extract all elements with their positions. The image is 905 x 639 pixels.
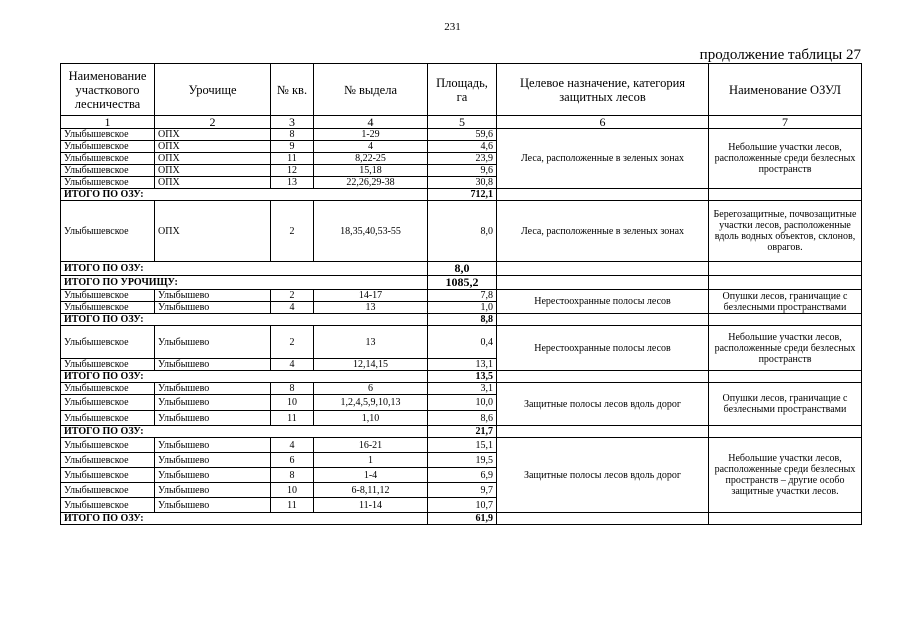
header-allotment: № выдела [314, 64, 428, 116]
allotment-cell: 11-14 [314, 498, 428, 513]
ozul-cell: Небольшие участки лесов, расположенные среди безлесных пространств – другие особо защитные участки лесов. [709, 438, 862, 513]
category-cell: Защитные полосы лесов вдоль дорог [497, 438, 709, 513]
quarter-cell: 13 [271, 177, 314, 189]
tract-cell: Улыбышево [155, 302, 271, 314]
empty-cell [497, 189, 709, 201]
quarter-cell: 8 [271, 383, 314, 395]
empty-cell [709, 426, 862, 438]
total-value: 8,8 [428, 314, 497, 326]
tract-cell: ОПХ [155, 153, 271, 165]
column-number: 7 [709, 116, 862, 129]
total-label: ИТОГО ПО ОЗУ: [61, 189, 428, 201]
area-cell: 15,1 [428, 438, 497, 453]
area-cell: 19,5 [428, 453, 497, 468]
ozul-cell: Опушки лесов, граничащие с безлесными пространствами [709, 290, 862, 314]
empty-cell [709, 371, 862, 383]
allotment-cell: 22,26,29-38 [314, 177, 428, 189]
tract-cell: ОПХ [155, 129, 271, 141]
allotment-cell: 1-4 [314, 468, 428, 483]
header-tract: Урочище [155, 64, 271, 116]
forestry-cell: Улыбышевское [61, 359, 155, 371]
tract-total-value: 1085,2 [428, 276, 497, 290]
table-row [61, 438, 862, 453]
forestry-cell: Улыбышевское [61, 177, 155, 189]
area-cell: 3,1 [428, 383, 497, 395]
area-cell: 8,6 [428, 411, 497, 426]
empty-cell [709, 189, 862, 201]
empty-cell [709, 513, 862, 525]
quarter-cell: 10 [271, 483, 314, 498]
quarter-cell: 4 [271, 302, 314, 314]
quarter-cell: 12 [271, 165, 314, 177]
header-area: Площадь, га [428, 64, 497, 116]
tract-cell: ОПХ [155, 201, 271, 262]
quarter-cell: 8 [271, 468, 314, 483]
empty-cell [497, 513, 709, 525]
column-number: 5 [428, 116, 497, 129]
header-row [61, 64, 862, 116]
allotment-cell: 1-29 [314, 129, 428, 141]
forestry-cell: Улыбышевское [61, 498, 155, 513]
tract-total-label: ИТОГО ПО УРОЧИЩУ: [61, 276, 428, 290]
allotment-cell: 12,14,15 [314, 359, 428, 371]
empty-cell [497, 426, 709, 438]
allotment-cell: 13 [314, 302, 428, 314]
area-cell: 6,9 [428, 468, 497, 483]
area-cell: 59,6 [428, 129, 497, 141]
quarter-cell: 2 [271, 290, 314, 302]
quarter-cell: 2 [271, 201, 314, 262]
total-value: 13,5 [428, 371, 497, 383]
ozul-cell: Берегозащитные, почвозащитные участки лесов, расположенные вдоль водных объектов, склонов, оврагов. [709, 201, 862, 262]
empty-cell [497, 371, 709, 383]
empty-cell [709, 262, 862, 276]
category-cell: Защитные полосы лесов вдоль дорог [497, 383, 709, 426]
area-cell: 8,0 [428, 201, 497, 262]
tract-cell: Улыбышево [155, 453, 271, 468]
forestry-cell: Улыбышевское [61, 201, 155, 262]
forestry-cell: Улыбышевское [61, 483, 155, 498]
header-ozul: Наименование ОЗУЛ [709, 64, 862, 116]
forestry-cell: Улыбышевское [61, 438, 155, 453]
quarter-cell: 2 [271, 326, 314, 359]
quarter-cell: 9 [271, 141, 314, 153]
ozul-cell: Опушки лесов, граничащие с безлесными пространствами [709, 383, 862, 426]
allotment-cell: 1,10 [314, 411, 428, 426]
column-number: 3 [271, 116, 314, 129]
total-value: 712,1 [428, 189, 497, 201]
area-cell: 30,8 [428, 177, 497, 189]
area-cell: 10,0 [428, 395, 497, 411]
column-number: 6 [497, 116, 709, 129]
quarter-cell: 8 [271, 129, 314, 141]
total-row [61, 426, 862, 438]
total-label: ИТОГО ПО ОЗУ: [61, 426, 428, 438]
allotment-cell: 1 [314, 453, 428, 468]
tract-total-row [61, 276, 862, 290]
forestry-cell: Улыбышевское [61, 153, 155, 165]
quarter-cell: 11 [271, 411, 314, 426]
category-cell: Нерестоохранные полосы лесов [497, 290, 709, 314]
total-label: ИТОГО ПО ОЗУ: [61, 314, 428, 326]
column-number: 2 [155, 116, 271, 129]
tract-cell: Улыбышево [155, 498, 271, 513]
allotment-cell: 14-17 [314, 290, 428, 302]
tract-cell: Улыбышево [155, 290, 271, 302]
table-row [61, 383, 862, 395]
area-cell: 4,6 [428, 141, 497, 153]
total-value: 21,7 [428, 426, 497, 438]
forestry-cell: Улыбышевское [61, 165, 155, 177]
forestry-cell: Улыбышевское [61, 411, 155, 426]
table-row [61, 326, 862, 359]
quarter-cell: 4 [271, 359, 314, 371]
forestry-cell: Улыбышевское [61, 290, 155, 302]
empty-cell [497, 276, 709, 290]
table-row [61, 201, 862, 262]
area-cell: 1,0 [428, 302, 497, 314]
tract-cell: Улыбышево [155, 359, 271, 371]
tract-cell: Улыбышево [155, 468, 271, 483]
header-forestry: Наименование участкового лесничества [61, 64, 155, 116]
ozul-cell: Небольшие участки лесов, расположенные среди безлесных пространств [709, 326, 862, 371]
allotment-cell: 6-8,11,12 [314, 483, 428, 498]
forestry-cell: Улыбышевское [61, 453, 155, 468]
tract-cell: Улыбышево [155, 411, 271, 426]
allotment-cell: 4 [314, 141, 428, 153]
total-label: ИТОГО ПО ОЗУ: [61, 262, 428, 276]
ozul-cell: Небольшие участки лесов, расположенные среди безлесных пространств [709, 129, 862, 189]
total-row [61, 371, 862, 383]
quarter-cell: 6 [271, 453, 314, 468]
page-number: 231 [444, 21, 461, 33]
header-category: Целевое назначение, категория защитных лесов [497, 64, 709, 116]
column-number-row [61, 116, 862, 129]
tract-cell: Улыбышево [155, 438, 271, 453]
ozul-table [60, 63, 862, 525]
area-cell: 13,1 [428, 359, 497, 371]
empty-cell [709, 314, 862, 326]
area-cell: 7,8 [428, 290, 497, 302]
tract-cell: Улыбышево [155, 483, 271, 498]
allotment-cell: 15,18 [314, 165, 428, 177]
area-cell: 23,9 [428, 153, 497, 165]
total-value: 61,9 [428, 513, 497, 525]
forestry-cell: Улыбышевское [61, 383, 155, 395]
allotment-cell: 6 [314, 383, 428, 395]
table-continuation-caption: продолжение таблицы 27 [699, 47, 861, 63]
total-label: ИТОГО ПО ОЗУ: [61, 513, 428, 525]
forestry-cell: Улыбышевское [61, 468, 155, 483]
category-cell: Леса, расположенные в зеленых зонах [497, 201, 709, 262]
area-cell: 10,7 [428, 498, 497, 513]
forestry-cell: Улыбышевское [61, 395, 155, 411]
allotment-cell: 13 [314, 326, 428, 359]
area-cell: 0,4 [428, 326, 497, 359]
total-row [61, 262, 862, 276]
quarter-cell: 11 [271, 153, 314, 165]
tract-cell: ОПХ [155, 177, 271, 189]
category-cell: Нерестоохранные полосы лесов [497, 326, 709, 371]
total-label: ИТОГО ПО ОЗУ: [61, 371, 428, 383]
tract-cell: Улыбышево [155, 326, 271, 359]
quarter-cell: 11 [271, 498, 314, 513]
category-cell: Леса, расположенные в зеленых зонах [497, 129, 709, 189]
allotment-cell: 1,2,4,5,9,10,13 [314, 395, 428, 411]
tract-cell: Улыбышево [155, 395, 271, 411]
table-row [61, 290, 862, 302]
tract-cell: ОПХ [155, 141, 271, 153]
header-quarter: № кв. [271, 64, 314, 116]
column-number: 4 [314, 116, 428, 129]
tract-cell: Улыбышево [155, 383, 271, 395]
area-cell: 9,7 [428, 483, 497, 498]
forestry-cell: Улыбышевское [61, 141, 155, 153]
empty-cell [497, 262, 709, 276]
total-row [61, 513, 862, 525]
table-row [61, 129, 862, 141]
forestry-cell: Улыбышевское [61, 302, 155, 314]
total-row [61, 314, 862, 326]
total-row [61, 189, 862, 201]
area-cell: 9,6 [428, 165, 497, 177]
allotment-cell: 8,22-25 [314, 153, 428, 165]
allotment-cell: 16-21 [314, 438, 428, 453]
allotment-cell: 18,35,40,53-55 [314, 201, 428, 262]
empty-cell [497, 314, 709, 326]
forestry-cell: Улыбышевское [61, 326, 155, 359]
forestry-cell: Улыбышевское [61, 129, 155, 141]
empty-cell [709, 276, 862, 290]
tract-cell: ОПХ [155, 165, 271, 177]
quarter-cell: 4 [271, 438, 314, 453]
column-number: 1 [61, 116, 155, 129]
quarter-cell: 10 [271, 395, 314, 411]
total-value: 8,0 [428, 262, 497, 276]
